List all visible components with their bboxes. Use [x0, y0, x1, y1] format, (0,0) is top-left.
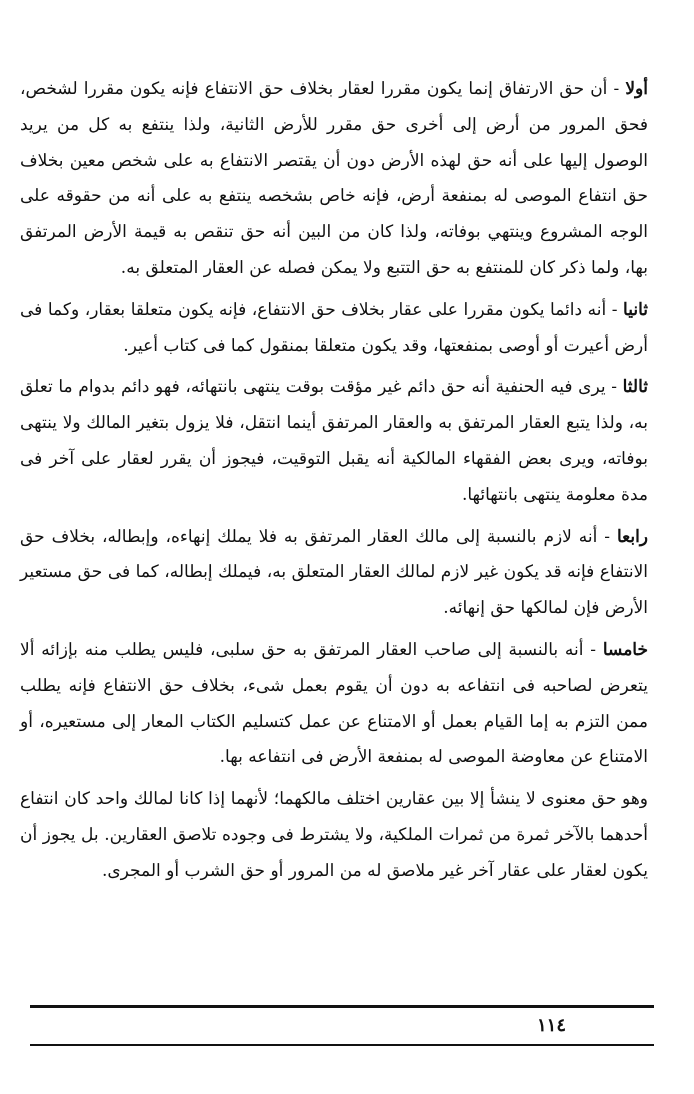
paragraph-text: - أن حق الارتفاق إنما يكون مقررا لعقار بخلاف حق الانتفاع فإنه يكون مقررا لشخص، فحق المرور من أرض إلى أخرى حق مقرر للأرض الثانية، ولذا ينتفع به كل من يريد الوصول إليها على أنه حق لهذه الأرض دون أن يقتصر الانتفاع به على شخص معين بخلاف حق انتفاع الموصى له بمنفعة أرض، فإنه خاص بشخصه ينتفع به على أنه من حقوقه على الوجه المشروع وينتهي بوفاته، ولذا كان من البين أنه حق تنقص به قيمة الأرض المرتفق بها، ولما ذكر كان للمنتفع به حق التتبع ولا يمكن فصله عن العقار المتعلق به. — [20, 79, 648, 278]
paragraph-lead: أولا — [625, 79, 648, 99]
paragraph-lead: خامسا — [602, 639, 648, 660]
footer-rule-bottom — [30, 1044, 654, 1046]
paragraph-text: - أنه لازم بالنسبة إلى مالك العقار المرتفق به فلا يملك إنهاءه، وإبطاله، بخلاف حق الانتفاع فإنه قد يكون غير لازم لمالك العقار المتعلق به، فيملك إبطاله، كما فى حق مستعير الأرض فإن لمالكها حق إنهائه. — [20, 526, 648, 619]
paragraph-fourth — [20, 520, 648, 627]
paragraph-text: وهو حق معنوى لا ينشأ إلا بين عقارين اختلف مالكهما؛ لأنهما إذا كانا لمالك واحد كان انتفاع أحدهما بالآخر ثمرة من ثمرات الملكية، ولا يشترط فى وجوده تلاصق العقارين. بل يجوز أن يكون لعقار على عقار آخر غير ملاصق له من المرور أو حق الشرب أو المجرى. — [20, 789, 648, 881]
paragraph-text: - أنه دائما يكون مقررا على عقار بخلاف حق الانتفاع، فإنه يكون متعلقا بعقار، وكما فى أرض أعيرت أو أوصى بمنفعتها، وقد يكون متعلقا بمنقول كما فى كتاب أعير. — [20, 299, 648, 356]
paragraph-lead: ثانيا — [623, 299, 648, 320]
paragraph-second — [20, 293, 648, 365]
page-footer — [30, 1000, 654, 1064]
paragraph-closing — [20, 782, 648, 889]
paragraph-lead: رابعا — [616, 526, 648, 547]
paragraph-first — [20, 72, 648, 287]
footer-rule-top — [30, 1005, 654, 1008]
page-number: ١١٤ — [536, 1015, 566, 1036]
body-text — [20, 72, 648, 890]
paragraph-lead: ثالثا — [622, 377, 648, 398]
paragraph-text: - أنه بالنسبة إلى صاحب العقار المرتفق به حق سلبى، فليس يطلب منه بإزائه ألا يتعرض لصاحبه فى انتفاعه به دون أن يقوم بعمل شىء، بخلاف حق الانتفاع فإنه يطلب ممن التزم به إما القيام بعمل أو الامتناع عن عمل كتسليم الكتاب المعار إلى مستعيره، أو الامتناع عن معاوضة الموصى له بمنفعة الأرض فى انتفاعه بها. — [20, 639, 648, 768]
paragraph-fifth — [20, 633, 648, 776]
paragraph-text: - يرى فيه الحنفية أنه حق دائم غير مؤقت بوقت ينتهى بانتهائه، فهو دائم بدوام ما تعلق به، ولذا يتبع العقار المرتفق به والعقار المرتفق أينما انتقل، فلا يزول بتغير المالك ولا ينتهى بوفاته، ويرى بعض الفقهاء المالكية أنه يقبل التوقيت، فيجوز أن يقرر لعقار على آخر فى مدة معلومة ينتهى بانتهائها. — [20, 377, 648, 505]
paragraph-third — [20, 370, 648, 513]
